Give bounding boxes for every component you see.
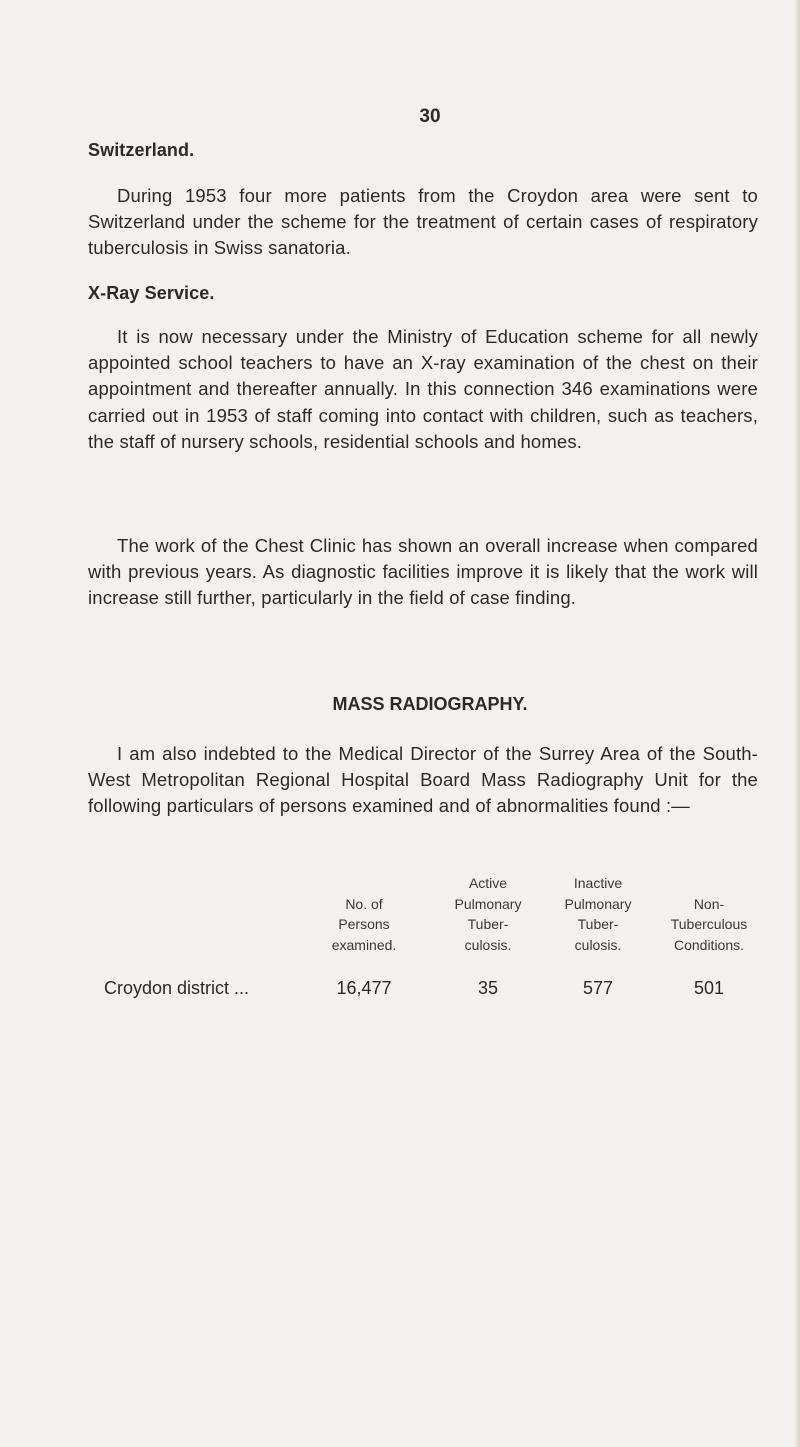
cell-non-tuberculous: 501	[693, 978, 725, 998]
column-header-line: culosis.	[464, 936, 512, 953]
column-header-line: Non-	[693, 895, 725, 912]
cell-inactive-tb: 577	[582, 978, 614, 998]
switzerland-heading: Switzerland.	[88, 140, 195, 160]
page-number: 30	[419, 106, 441, 127]
column-header-line: Pulmonary	[454, 895, 522, 912]
row-label-croydon-district: Croydon district ...	[104, 978, 250, 998]
column-header-line	[654, 873, 764, 894]
xray-paragraph-2: The work of the Chest Clinic has shown an overall increase when compared with previous years. As diagnostic facilities improve it is likely that the work will increase still further, particularly in the field of case finding.	[88, 535, 758, 609]
page-edge-shadow	[794, 0, 800, 1447]
column-header-non-tuberculous	[654, 873, 764, 955]
xray-service-heading: X-Ray Service.	[88, 283, 215, 303]
column-header-line: Pulmonary	[564, 895, 632, 912]
column-header-line: culosis.	[574, 936, 622, 953]
column-header-persons-examined	[304, 873, 424, 955]
column-header-line: Active	[468, 875, 508, 891]
column-header-line: Tuber-	[467, 916, 509, 932]
column-header-inactive-tb	[540, 873, 656, 955]
column-header-line: Tuber-	[577, 916, 619, 932]
column-header-line: Conditions.	[673, 936, 745, 953]
column-header-line: examined.	[331, 936, 397, 953]
column-header-line: Persons	[338, 916, 390, 932]
xray-paragraph-1: It is now necessary under the Ministry of Education scheme for all newly appointed school teachers to have an X-ray examination of the chest on their appointment and thereafter annually. In this connection 346 examinations were carried out in 1953 of staff coming into contact with children, such as teachers, the staff of nursery schools, residential schools and homes.	[88, 326, 758, 452]
mass-radiography-heading: MASS RADIOGRAPHY.	[332, 694, 528, 714]
column-header-line: No. of	[345, 895, 383, 912]
column-header-active-tb	[430, 873, 546, 955]
cell-active-tb: 35	[477, 978, 499, 998]
switzerland-paragraph: During 1953 four more patients from the Croydon area were sent to Switzerland under the scheme for the treatment of certain cases of respiratory tuberculosis in Swiss sanatoria.	[88, 185, 758, 259]
cell-persons-examined: 16,477	[336, 978, 392, 998]
column-header-line: Tuberculous	[670, 916, 748, 932]
column-header-line	[304, 873, 424, 894]
mass-radiography-paragraph: I am also indebted to the Medical Director of the Surrey Area of the South-West Metropolitan Regional Hospital Board Mass Radiography Unit for the following particulars of persons examined and of abnormalities found :—	[88, 743, 758, 817]
column-header-line: Inactive	[573, 875, 623, 891]
